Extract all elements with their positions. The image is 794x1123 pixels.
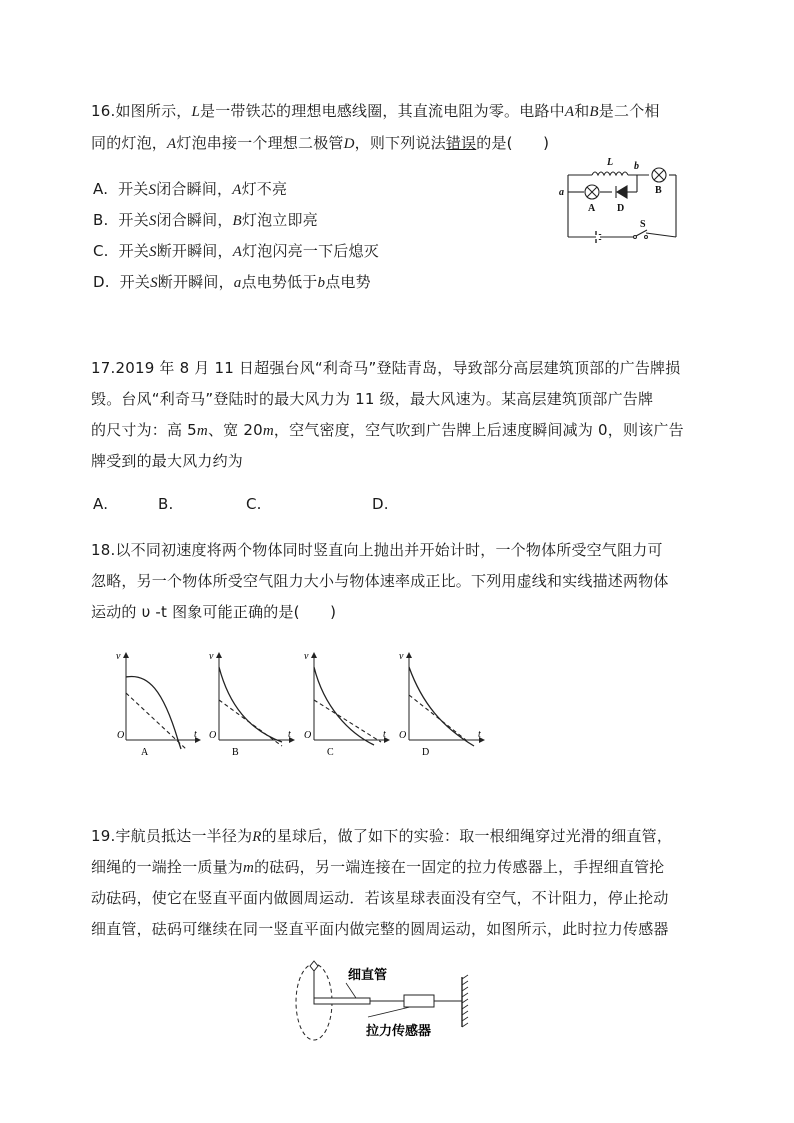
option-letter: B. <box>93 211 109 229</box>
q16-text: 如图所示， <box>115 102 192 120</box>
q17-line-4 <box>91 450 243 471</box>
q19-text: 细绳的一端拴一质量为 <box>91 858 244 876</box>
graph-label: C <box>327 747 334 758</box>
label-S: S <box>640 219 646 230</box>
q17-text: 毁。台风“利奇马”登陆时的最大风力为 11 级，最大风速为。某高层建筑顶部广告牌 <box>91 390 654 408</box>
q18-text: 忽略，另一个物体所受空气阻力大小与物体速率成正比。下列用虚线和实线描述两物体 <box>91 572 669 590</box>
q19-line-2 <box>91 856 664 877</box>
option-text: 点电势 <box>325 273 371 291</box>
option-text: 灯不亮 <box>241 180 288 198</box>
q17-option-a: A. <box>93 495 109 513</box>
label-b: b <box>634 161 639 172</box>
q19-number: 19. <box>91 827 116 845</box>
option-text: 闭合瞬间， <box>156 180 233 198</box>
q16-option-c <box>93 240 379 261</box>
q16-text: 是一带铁芯的理想电感线圈，其直流电阻为零。电路中 <box>200 102 565 120</box>
q17-number: 17. <box>91 359 116 377</box>
var-S: S <box>150 275 158 291</box>
q17-line-2 <box>91 388 653 409</box>
q17-option-c: C. <box>246 495 262 513</box>
q18-line-1 <box>91 539 663 560</box>
graph-label: B <box>232 747 239 758</box>
label-B: B <box>655 185 662 196</box>
var-m: m <box>243 860 255 876</box>
apparatus-figure <box>290 955 480 1045</box>
var-R: R <box>252 829 262 845</box>
q16-text: 的是( ) <box>476 134 550 152</box>
option-text: 灯泡立即亮 <box>241 211 318 229</box>
var-a: a <box>233 275 242 291</box>
option-text: 灯泡闪亮一下后熄灭 <box>242 242 379 260</box>
var-S: S <box>149 244 157 260</box>
origin-label: O <box>117 730 125 741</box>
solid-curve <box>126 676 181 749</box>
option-text: 断开瞬间， <box>156 242 233 260</box>
sensor-label: 拉力传感器 <box>366 1024 432 1039</box>
var-A: A <box>232 182 242 198</box>
graph-c <box>304 651 389 758</box>
bulb-icon <box>652 168 666 182</box>
label-D: D <box>617 203 625 214</box>
axis-label-v: v <box>304 651 309 662</box>
bulb-icon <box>585 185 599 199</box>
q19-text: 的砝码，另一端连接在一固定的拉力传感器上，手捏细直管抡 <box>254 858 665 876</box>
option-text: 开关 <box>118 211 149 229</box>
graph-label: A <box>141 747 149 758</box>
var-B: B <box>232 213 242 229</box>
option-text: 点电势低于 <box>241 273 318 291</box>
option-text: 开关 <box>118 242 149 260</box>
q18-line-3 <box>91 601 336 622</box>
q16-line-2 <box>91 132 549 153</box>
option-letter: A. <box>93 180 109 198</box>
q17-text: ，空气密度，空气吹到广告牌上后速度瞬间减为 0，则该广告 <box>273 421 684 439</box>
origin-label: O <box>209 730 217 741</box>
q16-text: 灯泡串接一个理想二极管 <box>176 134 344 152</box>
q19-line-3 <box>91 887 669 908</box>
tube-label: 细直管 <box>348 968 388 983</box>
axis-label-v: v <box>209 651 214 662</box>
option-letter: C. <box>93 242 109 260</box>
graph-a <box>116 651 200 758</box>
q16-text: 是二个相 <box>598 102 660 120</box>
q17-line-1 <box>91 357 680 378</box>
var-D: D <box>343 136 355 152</box>
var-L: L <box>191 104 201 120</box>
option-text: 开关 <box>118 180 149 198</box>
var-A: A <box>167 136 177 152</box>
q17-option-b: B. <box>158 495 174 513</box>
unit-m: m <box>262 423 274 439</box>
q19-text: 的星球后，做了如下的实验：取一根细绳穿过光滑的细直管， <box>261 827 673 845</box>
q19-text: 宇航员抵达一半径为 <box>115 827 253 845</box>
q19-text: 细直管，砝码可继续在同一竖直平面内做完整的圆周运动，如图所示，此时拉力传感器 <box>91 920 669 938</box>
q18-number: 18. <box>91 541 116 559</box>
axis-label-t: t <box>288 729 291 740</box>
underlined-word: 错误 <box>445 134 477 152</box>
var-A: A <box>232 244 243 260</box>
q18-text: 以不同初速度将两个物体同时竖直向上抛出并开始计时，一个物体所受空气阻力可 <box>115 541 663 559</box>
q17-text: 牌受到的最大风力约为 <box>91 452 244 470</box>
q16-option-b <box>93 209 318 230</box>
var-A: A <box>564 104 575 120</box>
q17-line-3 <box>91 419 684 440</box>
var-S: S <box>148 182 157 198</box>
thin-tube <box>314 998 370 1004</box>
q16-text: 同的灯泡， <box>91 134 168 152</box>
option-text: 断开瞬间， <box>157 273 234 291</box>
option-text: 闭合瞬间， <box>156 211 233 229</box>
q17-text: 2019 年 8 月 11 日超强台风“利奇马”登陆青岛，导致部分高层建筑顶部的广告牌损 <box>115 359 681 377</box>
axis-label-t: t <box>194 729 197 740</box>
label-a: a <box>559 187 564 198</box>
vt-graphs <box>108 645 498 760</box>
q19-text: 动砝码，使它在竖直平面内做圆周运动．若该星球表面没有空气，不计阻力，停止抡动 <box>91 889 669 907</box>
solid-curve <box>219 667 282 742</box>
q16-option-d <box>93 271 371 292</box>
solid-curve <box>409 667 474 746</box>
q19-line-1 <box>91 825 672 846</box>
var-b: b <box>317 275 326 291</box>
graph-b <box>209 651 294 758</box>
label-L: L <box>607 157 614 168</box>
force-sensor <box>404 995 434 1007</box>
q19-line-4 <box>91 918 669 939</box>
option-letter: D. <box>93 273 110 291</box>
origin-label: O <box>304 730 312 741</box>
dashed-line <box>314 700 381 742</box>
graph-label: D <box>422 747 430 758</box>
q16-option-a <box>93 178 287 199</box>
q16-line-1 <box>91 100 660 121</box>
axis-label-v: v <box>399 651 404 662</box>
dashed-line <box>126 693 186 749</box>
option-text: 开关 <box>119 273 151 291</box>
circuit-diagram <box>552 155 684 245</box>
axis-label-v: v <box>116 651 121 662</box>
unit-m: m <box>196 423 208 439</box>
graph-d <box>399 651 484 758</box>
q16-text: ，则下列说法 <box>354 134 446 152</box>
label-A: A <box>588 203 596 214</box>
dashed-line <box>409 695 466 740</box>
axis-label-t: t <box>383 729 386 740</box>
q17-text: 、宽 20 <box>207 421 263 439</box>
q18-line-2 <box>91 570 669 591</box>
q16-text: 和 <box>574 102 590 120</box>
q17-option-d: D. <box>372 495 389 513</box>
origin-label: O <box>399 730 407 741</box>
q17-text: 的尺寸为：高 5 <box>91 421 197 439</box>
var-B: B <box>589 104 599 120</box>
weight-icon <box>310 961 318 971</box>
axis-label-t: t <box>478 729 481 740</box>
q16-number: 16. <box>91 102 116 120</box>
q18-text: 运动的 υ -t 图象可能正确的是( ) <box>91 603 337 621</box>
var-S: S <box>148 213 157 229</box>
